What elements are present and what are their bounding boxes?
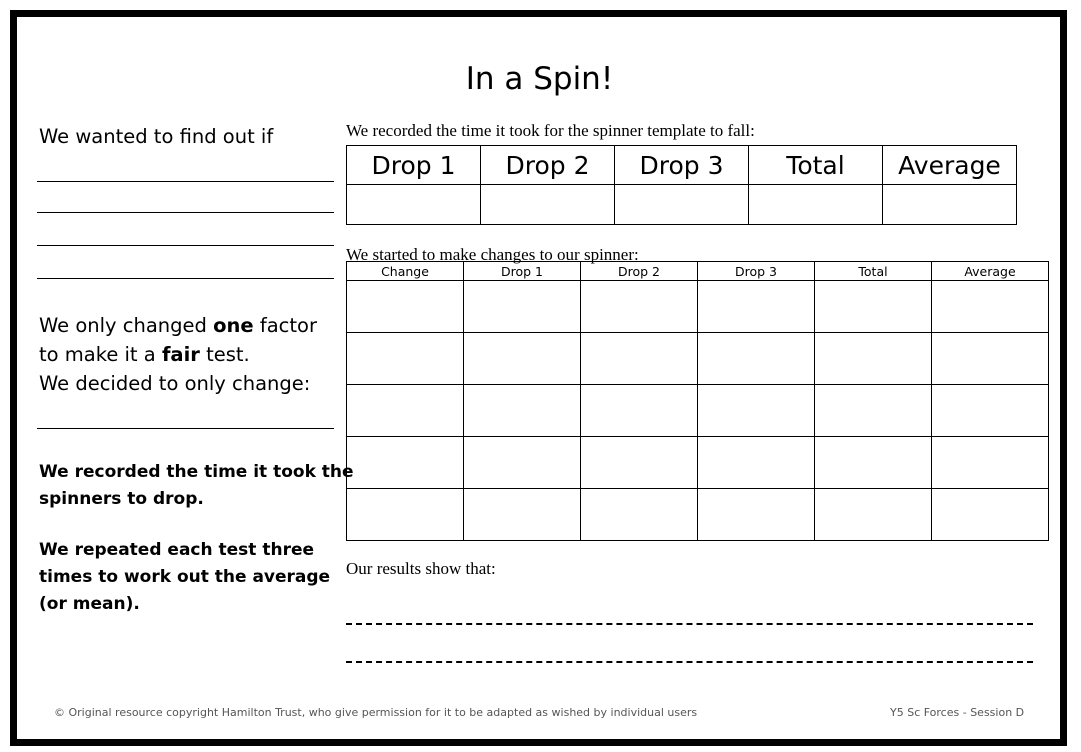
answer-line-2 bbox=[37, 212, 334, 213]
fair-test-one: one bbox=[213, 314, 254, 337]
table2-cell[interactable] bbox=[464, 333, 581, 385]
answer-line-4 bbox=[37, 278, 334, 279]
table2-cell[interactable] bbox=[932, 437, 1049, 489]
change-answer-line bbox=[37, 428, 334, 429]
table2-cell[interactable] bbox=[815, 333, 932, 385]
decided-text: We decided to only change: bbox=[39, 372, 311, 395]
table1-header-drop-2: Drop 2 bbox=[481, 146, 615, 185]
table-row bbox=[347, 281, 1049, 333]
table2-cell[interactable] bbox=[347, 385, 464, 437]
fair-test-text-4: test. bbox=[199, 343, 250, 366]
table2-cell[interactable] bbox=[581, 333, 698, 385]
table2-cell[interactable] bbox=[698, 437, 815, 489]
table2-cell[interactable] bbox=[581, 281, 698, 333]
answer-line-3 bbox=[37, 245, 334, 246]
table2-cell[interactable] bbox=[698, 281, 815, 333]
table2-cell[interactable] bbox=[464, 489, 581, 541]
repeated-line-1: We repeated each test three bbox=[39, 540, 315, 560]
table2-cell[interactable] bbox=[815, 385, 932, 437]
table2-cell[interactable] bbox=[815, 281, 932, 333]
table2-cell[interactable] bbox=[581, 385, 698, 437]
started-heading: We started to make changes to our spinner: bbox=[346, 245, 639, 264]
answer-line-1 bbox=[37, 181, 334, 182]
table2-cell[interactable] bbox=[347, 437, 464, 489]
repeated-line-3: (or mean). bbox=[39, 594, 140, 614]
table2-cell[interactable] bbox=[698, 489, 815, 541]
table2-cell[interactable] bbox=[932, 489, 1049, 541]
results-answer-line-2 bbox=[346, 661, 1033, 663]
table2-cell[interactable] bbox=[347, 333, 464, 385]
table2-cell[interactable] bbox=[581, 437, 698, 489]
wanted-prompt: We wanted to find out if bbox=[39, 125, 274, 148]
table2-header-drop-2: Drop 2 bbox=[581, 262, 698, 281]
table2-cell[interactable] bbox=[932, 333, 1049, 385]
table2-cell[interactable] bbox=[932, 385, 1049, 437]
table1-cell[interactable] bbox=[749, 185, 883, 225]
recorded-paragraph bbox=[39, 459, 354, 513]
session-footer: Y5 Sc Forces - Session D bbox=[890, 706, 1025, 719]
table1-cell[interactable] bbox=[883, 185, 1017, 225]
table2-cell[interactable] bbox=[464, 281, 581, 333]
table2-cell[interactable] bbox=[581, 489, 698, 541]
drop-times-table bbox=[346, 145, 1017, 225]
table2-cell[interactable] bbox=[464, 437, 581, 489]
recorded-line-1: We recorded the time it took the bbox=[39, 462, 354, 482]
changes-table bbox=[346, 261, 1049, 541]
table2-header-change: Change bbox=[347, 262, 464, 281]
table-row bbox=[347, 437, 1049, 489]
results-answer-line-1 bbox=[346, 623, 1033, 625]
table2-header-total: Total bbox=[815, 262, 932, 281]
page-title: In a Spin! bbox=[465, 61, 614, 97]
table1-header-total: Total bbox=[749, 146, 883, 185]
table1-cell[interactable] bbox=[481, 185, 615, 225]
table2-cell[interactable] bbox=[464, 385, 581, 437]
repeated-line-2: times to work out the average bbox=[39, 567, 331, 587]
fair-test-text-3: to make it a bbox=[39, 343, 162, 366]
fair-test-fair: fair bbox=[161, 343, 200, 366]
table2-cell[interactable] bbox=[698, 333, 815, 385]
recorded-heading: We recorded the time it took for the spinner template to fall: bbox=[346, 121, 755, 140]
table-row bbox=[347, 333, 1049, 385]
table2-cell[interactable] bbox=[347, 281, 464, 333]
table2-header-average: Average bbox=[932, 262, 1049, 281]
table2-cell[interactable] bbox=[815, 489, 932, 541]
repeated-paragraph bbox=[39, 537, 330, 618]
table-row bbox=[347, 489, 1049, 541]
table1-cell[interactable] bbox=[615, 185, 749, 225]
fair-test-text-2: factor bbox=[253, 314, 317, 337]
copyright-footer: © Original resource copyright Hamilton Trust, who give permission for it to be adapted as wished by individual users bbox=[54, 706, 698, 719]
table2-header-drop-3: Drop 3 bbox=[698, 262, 815, 281]
table1-cell[interactable] bbox=[347, 185, 481, 225]
table-row bbox=[347, 385, 1049, 437]
table1-header-drop-3: Drop 3 bbox=[615, 146, 749, 185]
table2-cell[interactable] bbox=[347, 489, 464, 541]
table2-cell[interactable] bbox=[815, 437, 932, 489]
table2-cell[interactable] bbox=[932, 281, 1049, 333]
fair-test-text bbox=[39, 311, 317, 398]
table1-header-drop-1: Drop 1 bbox=[347, 146, 481, 185]
table2-cell[interactable] bbox=[698, 385, 815, 437]
results-heading: Our results show that: bbox=[346, 559, 496, 578]
recorded-line-2: spinners to drop. bbox=[39, 489, 204, 509]
fair-test-text-1: We only changed bbox=[39, 314, 214, 337]
table1-header-average: Average bbox=[883, 146, 1017, 185]
worksheet-frame bbox=[10, 10, 1067, 746]
table2-header-drop-1: Drop 1 bbox=[464, 262, 581, 281]
